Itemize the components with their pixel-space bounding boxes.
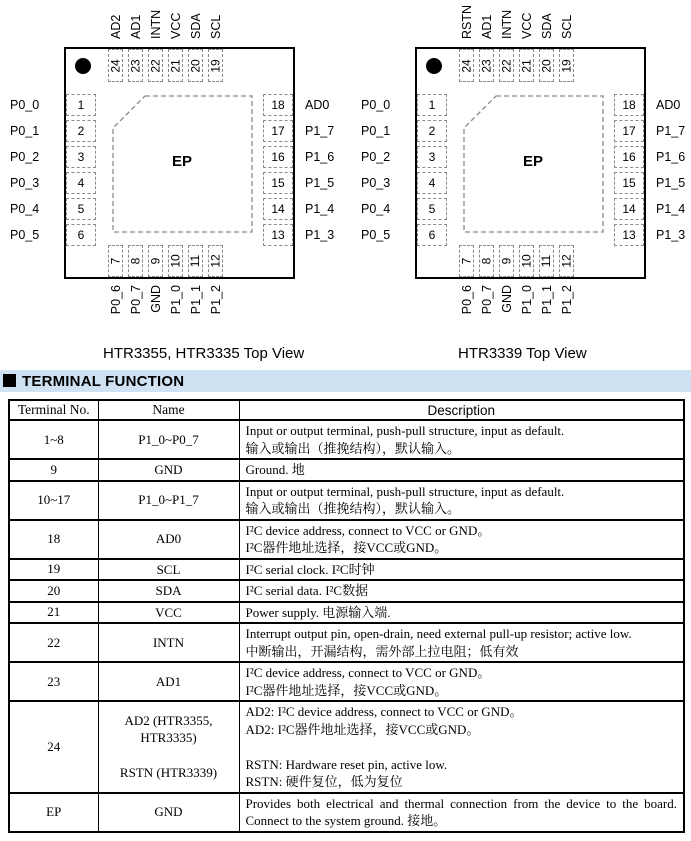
pin-6 <box>417 224 447 246</box>
pin1-indicator-dot <box>426 58 442 74</box>
pin-label-INTN: INTN <box>499 9 514 39</box>
pin-10 <box>519 245 535 277</box>
pin-7 <box>108 245 124 277</box>
pin-label-SDA: SDA <box>539 13 554 39</box>
terminal-no-cell: 10~17 <box>9 481 98 520</box>
pin-20 <box>539 49 555 82</box>
pin-9 <box>148 245 164 277</box>
pin1-indicator-dot <box>75 58 91 74</box>
pin-label-P0_0: P0_0 <box>10 98 40 112</box>
terminal-no-cell: EP <box>9 793 98 832</box>
ep-pad-label: EP <box>171 153 192 170</box>
pin-label-AD1: AD1 <box>479 14 494 39</box>
pin-8 <box>479 245 495 277</box>
table-row <box>9 420 684 459</box>
pin-22 <box>148 49 164 82</box>
description-cell <box>239 662 684 701</box>
pin-number: 12 <box>559 254 574 268</box>
pin-label-SDA: SDA <box>188 13 203 39</box>
pin-label-P1_5: P1_5 <box>656 176 686 190</box>
description-line: Input or output terminal, push-pull structure, input as default. <box>245 423 565 438</box>
description-line: I²C serial data. I²C数据 <box>245 583 369 598</box>
table-row <box>9 481 684 520</box>
pin-1 <box>66 94 96 116</box>
pin-label-P1_3: P1_3 <box>305 228 335 242</box>
description-cell <box>239 481 684 520</box>
name-cell <box>98 520 239 559</box>
pin-number: 1 <box>77 98 85 112</box>
pin-number: 13 <box>271 228 285 242</box>
pin-label-P1_5: P1_5 <box>305 176 335 190</box>
pin-number: 4 <box>77 176 85 190</box>
table-row <box>9 559 684 581</box>
pin-number: 24 <box>108 58 123 73</box>
name-line: VCC <box>155 604 182 620</box>
pin-number: 14 <box>622 202 636 216</box>
pin-label-P0_2: P0_2 <box>361 150 391 164</box>
pin-label-P1_7: P1_7 <box>656 124 686 138</box>
name-cell <box>98 662 239 701</box>
pin-label-GND: GND <box>499 285 514 313</box>
name-cell <box>98 793 239 832</box>
pin-label-RSTN: RSTN <box>459 4 474 39</box>
terminal-function-table <box>8 399 685 833</box>
pin-15 <box>263 172 293 194</box>
pin-number: 6 <box>428 228 436 242</box>
pin-number: 2 <box>428 124 436 138</box>
pin-number: 24 <box>459 58 474 73</box>
pin-21 <box>168 49 184 82</box>
description-cell <box>239 459 684 481</box>
pin-label-AD0: AD0 <box>656 98 681 112</box>
pin-label-P1_3: P1_3 <box>656 228 686 242</box>
description-cell <box>239 701 684 793</box>
name-cell <box>98 580 239 602</box>
name-line <box>101 747 237 765</box>
pin-17 <box>614 120 644 142</box>
description-line: RSTN: 硬件复位，低为复位 <box>245 774 403 789</box>
table-row <box>9 580 684 602</box>
pin-22 <box>499 49 515 82</box>
pin-number: 2 <box>77 124 85 138</box>
pin-12 <box>559 245 575 277</box>
name-line: INTN <box>152 634 185 650</box>
pin-13 <box>614 224 644 246</box>
pin-number: 6 <box>77 228 85 242</box>
description-line: I²C device address, connect to VCC or GND。 <box>245 522 491 538</box>
pin-2 <box>417 120 447 142</box>
name-cell <box>98 602 239 624</box>
pin-19 <box>559 49 575 82</box>
description-line: Power supply. 电源输入端. <box>245 604 391 620</box>
pin-label-P0_7: P0_7 <box>128 285 143 315</box>
name-line: AD0 <box>155 531 182 547</box>
pin-number: 17 <box>622 124 636 138</box>
pin-number: 21 <box>168 58 183 73</box>
description-line: Provides both electrical and thermal connection from the device to the board. Connect to the system ground. 接地。 <box>245 795 677 828</box>
pin-24 <box>459 49 475 82</box>
table-row <box>9 520 684 559</box>
name-cell <box>98 701 239 793</box>
chip-caption: HTR3355, HTR3335 Top View <box>103 345 305 362</box>
pin-number: 3 <box>77 150 85 164</box>
pin-number: 8 <box>479 257 494 265</box>
name-line: SDA <box>155 583 182 598</box>
table-row <box>9 662 684 701</box>
description-line: I²C device address, connect to VCC or GND。 <box>245 665 491 680</box>
pin-label-P0_6: P0_6 <box>108 285 123 315</box>
pin-label-P0_0: P0_0 <box>361 98 391 112</box>
pin-18 <box>614 94 644 116</box>
pin-number: 13 <box>622 228 636 242</box>
description-line: I²C器件地址选择，接VCC或GND。 <box>245 540 448 555</box>
description-line: 中断输出，开漏结构，需外部上拉电阻；低有效 <box>245 643 519 659</box>
terminal-no-cell: 23 <box>9 662 98 701</box>
pin-number: 7 <box>459 257 474 265</box>
terminal-no-cell: 19 <box>9 559 98 581</box>
pin-number: 22 <box>148 58 163 73</box>
description-cell <box>239 520 684 559</box>
pin-number: 10 <box>519 254 534 268</box>
pin-number: 15 <box>271 176 285 190</box>
description-line: RSTN: Hardware reset pin, active low. <box>245 756 448 772</box>
pin-label-P1_0: P1_0 <box>519 285 534 315</box>
pin-label-P0_3: P0_3 <box>361 176 391 190</box>
pin-number: 10 <box>168 254 183 268</box>
pin-3 <box>66 146 96 168</box>
pin-label-P0_5: P0_5 <box>10 228 40 242</box>
pin-number: 22 <box>499 58 514 73</box>
pin-number: 18 <box>271 98 285 112</box>
pin-label-P1_4: P1_4 <box>305 202 335 216</box>
pin-label-AD0: AD0 <box>305 98 330 112</box>
pin-23 <box>479 49 495 82</box>
pin-number: 12 <box>208 254 223 268</box>
description-line: Interrupt output pin, open-drain, need external pull-up resistor; active low. <box>245 626 632 641</box>
pin-number: 11 <box>188 254 203 268</box>
pin-label-P0_4: P0_4 <box>10 202 40 216</box>
description-line: 输入或输出（推挽结构），默认输入。 <box>245 501 461 516</box>
description-cell <box>239 623 684 662</box>
pin-15 <box>614 172 644 194</box>
pin-17 <box>263 120 293 142</box>
pin-number: 23 <box>479 58 494 73</box>
name-cell <box>98 623 239 662</box>
pin-number: 11 <box>539 254 554 268</box>
pin-5 <box>417 198 447 220</box>
pin-number: 23 <box>128 58 143 73</box>
name-cell <box>98 459 239 481</box>
terminal-no-cell: 9 <box>9 459 98 481</box>
terminal-no-cell: 21 <box>9 602 98 624</box>
terminal-no-cell: 24 <box>9 701 98 793</box>
pin-label-P1_4: P1_4 <box>656 202 686 216</box>
pin-label-AD2: AD2 <box>108 14 123 39</box>
pin-label-P1_2: P1_2 <box>208 285 223 315</box>
description-cell <box>239 580 684 602</box>
pin-label-GND: GND <box>148 285 163 313</box>
pin-number: 16 <box>622 150 636 164</box>
pin-11 <box>188 245 204 277</box>
description-line: AD2: I²C器件地址选择，接VCC或GND。 <box>245 721 480 737</box>
description-line <box>246 738 678 756</box>
pin-9 <box>499 245 515 277</box>
pin-8 <box>128 245 144 277</box>
pin-label-VCC: VCC <box>168 12 183 39</box>
pin-4 <box>417 172 447 194</box>
pin-label-P1_6: P1_6 <box>656 150 686 164</box>
name-line: GND <box>154 462 183 477</box>
pin-label-P1_1: P1_1 <box>539 285 554 315</box>
description-line: I²C器件地址选择，接VCC或GND。 <box>245 682 448 698</box>
pin-label-AD1: AD1 <box>128 14 143 39</box>
pin-label-P0_5: P0_5 <box>361 228 391 242</box>
pin-number: 9 <box>148 257 163 265</box>
pin-11 <box>539 245 555 277</box>
table-row <box>9 793 684 832</box>
description-line: 输入或输出（推挽结构），默认输入。 <box>245 440 461 456</box>
name-line: SCL <box>156 561 181 577</box>
pin-number: 21 <box>519 58 534 73</box>
pin-label-P1_6: P1_6 <box>305 150 335 164</box>
description-cell <box>239 559 684 581</box>
description-line: I²C serial clock. I²C时钟 <box>245 561 375 577</box>
pin-16 <box>263 146 293 168</box>
terminal-no-cell: 20 <box>9 580 98 602</box>
pin-label-P1_7: P1_7 <box>305 124 335 138</box>
column-header: Name <box>98 400 239 420</box>
pin-14 <box>614 198 644 220</box>
pin-3 <box>417 146 447 168</box>
pin-24 <box>108 49 124 82</box>
pin-number: 5 <box>77 202 85 216</box>
name-cell <box>98 420 239 459</box>
ep-pad-label: EP <box>522 153 543 170</box>
pin-number: 19 <box>208 58 223 73</box>
pin-label-P1_1: P1_1 <box>188 285 203 315</box>
pin-number: 20 <box>188 58 203 73</box>
name-cell <box>98 481 239 520</box>
pin-label-INTN: INTN <box>148 9 163 39</box>
description-line: Input or output terminal, push-pull structure, input as default. <box>245 483 565 499</box>
pin-label-SCL: SCL <box>559 14 574 39</box>
description-line: Ground. 地 <box>245 462 305 477</box>
pin-18 <box>263 94 293 116</box>
pin-1 <box>417 94 447 116</box>
pin-13 <box>263 224 293 246</box>
pin-label-P0_7: P0_7 <box>479 285 494 315</box>
name-line: RSTN (HTR3339) <box>119 765 218 781</box>
pin-10 <box>168 245 184 277</box>
terminal-no-cell: 18 <box>9 520 98 559</box>
pin-20 <box>188 49 204 82</box>
pin-number: 14 <box>271 202 285 216</box>
table-row <box>9 459 684 481</box>
pin-number: 1 <box>428 98 436 112</box>
pin-number: 4 <box>428 176 436 190</box>
column-header: Terminal No. <box>9 400 98 420</box>
name-line: AD1 <box>155 673 182 689</box>
description-line: AD2: I²C device address, connect to VCC or GND。 <box>245 704 523 719</box>
pin-label-VCC: VCC <box>519 12 534 39</box>
table-row <box>9 602 684 624</box>
pin-number: 7 <box>108 257 123 265</box>
pin-number: 8 <box>128 257 143 265</box>
pin-5 <box>66 198 96 220</box>
description-cell <box>239 420 684 459</box>
name-line: HTR3335) <box>140 730 197 746</box>
name-cell <box>98 559 239 581</box>
section-bullet-icon <box>3 374 16 387</box>
pin-12 <box>208 245 224 277</box>
pin-label-P1_0: P1_0 <box>168 285 183 315</box>
pin-number: 3 <box>428 150 436 164</box>
pin-number: 15 <box>622 176 636 190</box>
table-row <box>9 701 684 793</box>
name-line: P1_0~P1_7 <box>138 492 199 508</box>
pin-number: 9 <box>499 257 514 265</box>
table-header-row <box>9 400 684 420</box>
column-header: Description <box>239 400 684 420</box>
pin-number: 16 <box>271 150 285 164</box>
pin-2 <box>66 120 96 142</box>
pin-label-P0_4: P0_4 <box>361 202 391 216</box>
terminal-no-cell: 1~8 <box>9 420 98 459</box>
chip-package <box>10 9 335 362</box>
name-line: GND <box>154 804 183 820</box>
name-line: AD2 (HTR3355, <box>124 712 213 728</box>
description-cell <box>239 793 684 832</box>
pin-21 <box>519 49 535 82</box>
pin-label-SCL: SCL <box>208 14 223 39</box>
pin-number: 5 <box>428 202 436 216</box>
chip-package <box>361 4 686 362</box>
pin-label-P0_3: P0_3 <box>10 176 40 190</box>
pin-16 <box>614 146 644 168</box>
table-row <box>9 623 684 662</box>
section-title: TERMINAL FUNCTION <box>22 373 185 390</box>
pin-19 <box>208 49 224 82</box>
pin-number: 19 <box>559 58 574 73</box>
pin-label-P0_1: P0_1 <box>361 124 391 138</box>
pin-23 <box>128 49 144 82</box>
pin-4 <box>66 172 96 194</box>
pin-label-P0_6: P0_6 <box>459 285 474 315</box>
pin-number: 18 <box>622 98 636 112</box>
pin-label-P0_2: P0_2 <box>10 150 40 164</box>
description-cell <box>239 602 684 624</box>
table-body <box>9 420 684 832</box>
pin-label-P1_2: P1_2 <box>559 285 574 315</box>
pin-number: 20 <box>539 58 554 73</box>
pin-7 <box>459 245 475 277</box>
pin-6 <box>66 224 96 246</box>
terminal-no-cell: 22 <box>9 623 98 662</box>
name-line: P1_0~P0_7 <box>138 431 199 447</box>
pin-label-P0_1: P0_1 <box>10 124 40 138</box>
pin-14 <box>263 198 293 220</box>
pin-number: 17 <box>271 124 285 138</box>
chip-caption: HTR3339 Top View <box>458 345 587 362</box>
